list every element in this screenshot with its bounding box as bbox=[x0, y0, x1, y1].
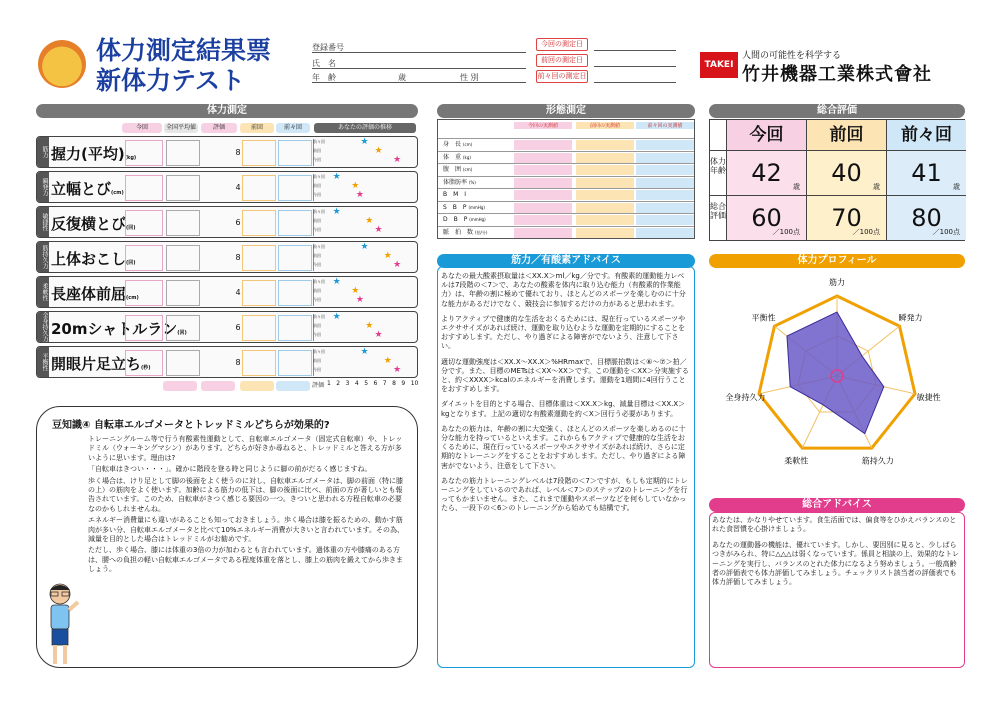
morph-row-label: 身 長 (cm) bbox=[443, 141, 473, 148]
advice-section-title: 筋力／有酸素アドバイス bbox=[437, 254, 695, 268]
morph-prev2-value bbox=[636, 190, 694, 200]
trend-star-icon: ★ bbox=[365, 216, 374, 226]
graph-row-label: 今回 bbox=[313, 367, 321, 372]
advice-paragraph: あなたの筋力トレーニングレベルは7段階の＜7＞ですが、もしも定期的にトレーニングをしているのであれば、レベル＜7＞のステップ2のトレーニングを行ってもかまいません。また、これまで運動やスポーツなどを何もしていなかったら、一段下の＜6＞のトレーニングから始めても結構です。 bbox=[441, 476, 688, 513]
summary-table bbox=[709, 119, 965, 241]
graph-row-label: 前々回 bbox=[313, 174, 325, 179]
fitness-row bbox=[36, 136, 418, 168]
morph-prev-value bbox=[576, 178, 634, 188]
fitness-avg-value bbox=[166, 315, 200, 341]
fitness-current-value bbox=[125, 140, 163, 166]
radar-axis-label: 敏捷性 bbox=[916, 392, 941, 402]
trend-star-icon: ★ bbox=[355, 190, 364, 200]
morph-prev2-value bbox=[636, 203, 694, 213]
morph-prev2-value bbox=[636, 140, 694, 150]
fitness-score: 4 bbox=[235, 183, 241, 192]
graph-row-label: 前回 bbox=[313, 358, 321, 363]
trend-star-icon: ★ bbox=[383, 356, 392, 366]
fitness-category: 敏捷性 bbox=[37, 207, 49, 237]
summary-row-age-label: 体力年齢 bbox=[710, 150, 726, 195]
summary-row-score-label: 総合評価 bbox=[710, 195, 726, 241]
fitness-trend-graph bbox=[313, 244, 417, 271]
morph-row-label: D B P (mmHg) bbox=[443, 216, 486, 223]
graph-row-label: 今回 bbox=[313, 297, 321, 302]
fitness-avg-value bbox=[166, 245, 200, 271]
morph-current-value bbox=[514, 215, 572, 225]
fitness-prev2-value bbox=[278, 175, 312, 201]
axis-tick-label: 9 bbox=[401, 380, 406, 387]
fitness-col-score: 評価 bbox=[201, 123, 237, 133]
morph-prev-value bbox=[576, 203, 634, 213]
morph-col-current: 今回の実測値 bbox=[514, 122, 572, 129]
reg-no-label: 登録番号 bbox=[312, 43, 344, 52]
fitness-prev2-value bbox=[278, 245, 312, 271]
morph-prev2-value bbox=[636, 215, 694, 225]
morph-row bbox=[438, 226, 694, 239]
morph-table bbox=[437, 119, 695, 239]
score-prev: 70 ／100点 bbox=[806, 195, 886, 240]
fitness-prev-value bbox=[242, 245, 276, 271]
fitness-prev-value bbox=[242, 175, 276, 201]
fitness-col-current: 今回 bbox=[122, 123, 162, 133]
fitness-row bbox=[36, 171, 418, 203]
fitness-score: 8 bbox=[235, 253, 241, 262]
axis-tick-label: 4 bbox=[354, 380, 359, 387]
fitness-category: 全身持久力 bbox=[37, 312, 49, 342]
morph-row-label: B M I bbox=[443, 191, 467, 198]
morph-row-label: 体 重 (kg) bbox=[443, 153, 471, 161]
fitness-prev2-value bbox=[278, 315, 312, 341]
fitness-row bbox=[36, 346, 418, 378]
fitness-trend-graph bbox=[313, 174, 417, 201]
company-slogan: 人間の可能性を科学する bbox=[742, 51, 842, 61]
fitness-prev-value bbox=[242, 350, 276, 376]
advice-paragraph: 適切な運動強度は＜XX.X～XX.X＞%HRmaxで、目標脈拍数は＜⑥～⑦＞拍／分です。また、目標のMETsは＜XX～XX＞です。この運動を＜XX＞分実施すると、約＜XXXX＞kcalのエネルギーを消費します。運動を1週間に4回行うことをおすすめします。 bbox=[441, 357, 689, 394]
fitness-prev-value bbox=[242, 140, 276, 166]
fitness-trend-graph bbox=[313, 349, 417, 376]
trend-star-icon: ★ bbox=[365, 321, 374, 331]
fitness-row bbox=[36, 206, 418, 238]
morph-prev-value bbox=[576, 140, 634, 150]
fitness-avg-value bbox=[166, 210, 200, 236]
overall-advice-paragraph: あなたの運動器の機能は、優れています。しかし、要因別に見ると、少しばらつきがみられ、特に△△△は弱くなっています。係員と相談の上、効果的なトレーニングを実行し、バランスのとれた体力になるよう努めましょう。一般高齢者の評価表でも体力評価してみましょう。チェックリスト該当者の評価表でも体力評価してみましょう。 bbox=[712, 540, 960, 587]
morph-prev-value bbox=[576, 153, 634, 163]
trend-star-icon: ★ bbox=[374, 330, 383, 340]
fitness-current-value bbox=[125, 210, 163, 236]
fitness-avg-value bbox=[166, 175, 200, 201]
morph-row-label: 腹 囲 (cm) bbox=[443, 166, 473, 173]
morph-current-value bbox=[514, 153, 572, 163]
summary-section-title: 総合評価 bbox=[709, 104, 965, 118]
date-current-label: 今回の測定日 bbox=[536, 38, 588, 51]
logo-mark bbox=[38, 40, 86, 88]
morph-current-value bbox=[514, 190, 572, 200]
tips-paragraph: エネルギー消費量にも違いがあることも知っておきましょう。歩く場合は膝を振るための、動かす筋肉が多い分、自転車エルゴメータと比べて10%エネルギー消費が大きいと言われています。その為、減量を目的とした場合はトレッドミルがお勧めです。 bbox=[88, 516, 404, 544]
radar-axis-label: 柔軟性 bbox=[784, 456, 809, 466]
fitness-trend-graph bbox=[313, 139, 417, 166]
fitness-col-graph: あなたの評価の推移 bbox=[314, 123, 416, 133]
fitness-row bbox=[36, 276, 418, 308]
graph-row-label: 前々回 bbox=[313, 279, 325, 284]
age-label: 年 齢 bbox=[312, 73, 336, 82]
axis-tick-label: 2 bbox=[336, 380, 341, 387]
graph-row-label: 前々回 bbox=[313, 139, 325, 144]
morph-row bbox=[438, 151, 694, 164]
trend-star-icon: ★ bbox=[332, 207, 341, 217]
radar-axis-label: 筋持久力 bbox=[861, 456, 894, 466]
graph-row-label: 前々回 bbox=[313, 209, 325, 214]
morph-prev2-value bbox=[636, 153, 694, 163]
fitness-prev2-value bbox=[278, 140, 312, 166]
trend-star-icon: ★ bbox=[332, 312, 341, 322]
morph-prev-value bbox=[576, 215, 634, 225]
advice-paragraph: よりアクティブで健康的な生活をおくるためには、現在行っているスポーツやエクササイズがあれば続け、運動を取り込むような運動を定期的にすることをおすすめします。ただし、やり過ぎによる障害がでないよう、注意して下さい。 bbox=[441, 314, 686, 351]
fitness-item-name: 立幅とび(cm) bbox=[51, 180, 124, 198]
axis-tick-label: 10 bbox=[410, 380, 419, 387]
advice-paragraph: あなたの筋力は、年齢の割に大変強く、ほとんどのスポーツを楽しめるのに十分な能力を持っているといえます。これからもアクティブで健康的な生活をおくるために、現在行っているスポーツやエクササイズがあれば続け、さらに定期的なトレーニングをすることをおすすめします。ただし、やり過ぎによる障害がでないよう、注意をして下さい。 bbox=[441, 424, 686, 470]
axis-tick-label: 1 bbox=[327, 380, 331, 387]
tips-paragraph: 歩く場合は、けり足として脚の後面をよく使うのに対し、自転車エルゴメータは、脚の前面（特に膝の上）の筋肉をよく使います。加齢による筋力の低下は、脚の後面に比べ、前面の方が著しいとも報告されています。このため、自転車がきつく感じる要因の一つ。きついと思われる方程自転車の必要なのかもしれませんね。 bbox=[88, 476, 403, 513]
fitness-category: 瞬発力 bbox=[37, 172, 49, 202]
graph-row-label: 前回 bbox=[313, 288, 321, 293]
morph-current-value bbox=[514, 165, 572, 175]
axis-tick-label: 6 bbox=[373, 380, 378, 387]
morph-row bbox=[438, 163, 694, 176]
graph-row-label: 今回 bbox=[313, 227, 321, 232]
morph-current-value bbox=[514, 228, 572, 238]
morph-row bbox=[438, 138, 694, 151]
fitness-col-prev: 前回 bbox=[240, 123, 274, 133]
fitness-row bbox=[36, 311, 418, 343]
name-label: 氏 名 bbox=[312, 59, 336, 68]
fitness-score: 6 bbox=[235, 323, 241, 332]
radar-axis-label: 全身持久力 bbox=[725, 392, 766, 402]
page-title: 体力測定結果票 新体力テスト bbox=[96, 36, 272, 95]
age-prev: 40 歳 bbox=[806, 150, 886, 195]
trend-star-icon: ★ bbox=[374, 146, 383, 156]
morph-prev-value bbox=[576, 190, 634, 200]
fitness-prev-value bbox=[242, 280, 276, 306]
advice-text bbox=[441, 272, 691, 520]
fitness-score: 8 bbox=[235, 148, 241, 157]
trend-star-icon: ★ bbox=[383, 251, 392, 261]
graph-row-label: 今回 bbox=[313, 332, 321, 337]
graph-row-label: 今回 bbox=[313, 192, 321, 197]
trend-star-icon: ★ bbox=[332, 172, 341, 182]
graph-row-label: 前々回 bbox=[313, 349, 325, 354]
overall-advice-paragraph: あなたは、かなりやせています。食生活面では、偏食等をひかえバランスのとれた食習慣を心掛けましょう。 bbox=[712, 516, 957, 534]
trend-star-icon: ★ bbox=[360, 137, 369, 147]
trend-star-icon: ★ bbox=[332, 277, 341, 287]
morph-row bbox=[438, 213, 694, 226]
date-prev2-label: 前々回の測定日 bbox=[536, 70, 588, 83]
morph-row bbox=[438, 176, 694, 189]
fitness-item-name: 上体おこし(回) bbox=[51, 250, 136, 268]
fitness-category: 筋持久力 bbox=[37, 242, 49, 272]
advice-paragraph: あなたの最大酸素摂取量は＜XX.X＞ml／kg／分です。有酸素的運動能力レベルは7段階の＜7＞で、あなたの酸素を体内に取り込む能力（有酸素的作業能力）は、年齢の割に極めて優れており、ほとんどのスポーツを楽しむのに十分な能力があるだけでなく、競技会に参加するだけの力があると思われます。 bbox=[441, 272, 686, 308]
morph-section-title: 形態測定 bbox=[437, 104, 695, 118]
fitness-col-avg: 全国平均値 bbox=[165, 124, 196, 131]
fitness-avg-value bbox=[166, 140, 200, 166]
profile-section-title: 体力プロフィール bbox=[709, 254, 965, 268]
morph-prev-value bbox=[576, 228, 634, 238]
fitness-trend-graph bbox=[313, 279, 417, 306]
fitness-category: 筋力 bbox=[37, 137, 49, 167]
graph-row-label: 今回 bbox=[313, 157, 321, 162]
trend-star-icon: ★ bbox=[355, 295, 364, 305]
morph-current-value bbox=[514, 140, 572, 150]
fitness-item-name: 長座体前屈(cm) bbox=[51, 285, 139, 303]
graph-axis-label: 評価 bbox=[312, 382, 325, 389]
graph-row-label: 前回 bbox=[313, 148, 321, 153]
overall-advice-title: 総合アドバイス bbox=[709, 498, 965, 512]
morph-row bbox=[438, 188, 694, 201]
tips-paragraph: トレーニングルーム等で行う有酸素性運動として、自転車エルゴメータ（固定式自転車）や、トレッドミル（ウォーキングマシン）があります。どちらが好きか尋ねると、トレッドミルと答える方が多いように思います。理由は? bbox=[88, 435, 403, 462]
axis-tick-label: 5 bbox=[364, 380, 369, 387]
tips-paragraph: ただし、歩く場合、膝には体重の3倍の力が加わるとも言われています。過体重の方や膝痛のある方は、腰への負担の軽い自転車エルゴメータである程度体重を落とし、膝上の筋肉を鍛えてから歩きましょう。 bbox=[88, 546, 403, 574]
morph-prev2-value bbox=[636, 228, 694, 238]
morph-row-label: 脈 拍 数 (拍/分) bbox=[443, 228, 488, 236]
morph-prev-value bbox=[576, 165, 634, 175]
fitness-item-name: 握力(平均)(kg) bbox=[51, 145, 137, 163]
fitness-current-value bbox=[125, 315, 163, 341]
tips-paragraph: 「自転車はきつい・・・」。確かに階段を登る時と同じように脚の前がだるく感じますね。 bbox=[88, 465, 372, 474]
fitness-item-name: 20mシャトルラン(回) bbox=[51, 320, 187, 338]
gender-label: 性 別 bbox=[460, 73, 479, 82]
fitness-trend-graph bbox=[313, 314, 417, 341]
graph-row-label: 前々回 bbox=[313, 244, 325, 249]
fitness-item-name: 反復横とび(回) bbox=[51, 215, 136, 233]
axis-tick-label: 7 bbox=[382, 380, 387, 387]
fitness-score: 8 bbox=[235, 358, 241, 367]
morph-col-prev2: 前々回の実測値 bbox=[636, 122, 694, 129]
age-prev2: 41 歳 bbox=[886, 150, 966, 195]
fitness-item-name: 開眼片足立ち(秒) bbox=[51, 355, 151, 373]
score-current: 60 ／100点 bbox=[726, 195, 806, 240]
age-current: 42 歳 bbox=[726, 150, 806, 195]
axis-tick-label: 8 bbox=[392, 380, 396, 387]
mascot-illustration bbox=[40, 580, 80, 666]
fitness-current-value bbox=[125, 245, 163, 271]
fitness-current-value bbox=[125, 175, 163, 201]
morph-col-prev: 前回の実測値 bbox=[576, 122, 634, 129]
trend-star-icon: ★ bbox=[393, 260, 402, 270]
radar-axis-label: 瞬発力 bbox=[898, 313, 923, 323]
graph-row-label: 前回 bbox=[313, 323, 321, 328]
fitness-section-title: 体力測定 bbox=[36, 104, 418, 118]
fitness-prev2-value bbox=[278, 210, 312, 236]
fitness-row bbox=[36, 241, 418, 273]
graph-row-label: 前々回 bbox=[313, 314, 325, 319]
fitness-prev2-value bbox=[278, 350, 312, 376]
age-unit: 歳 bbox=[398, 73, 406, 82]
morph-current-value bbox=[514, 178, 572, 188]
company-name: 竹井機器工業株式會社 bbox=[742, 64, 932, 85]
profile-radar-chart bbox=[709, 268, 965, 488]
graph-row-label: 前回 bbox=[313, 183, 321, 188]
fitness-score: 6 bbox=[235, 218, 241, 227]
fitness-category: 平衡性 bbox=[37, 347, 49, 377]
tips-body bbox=[88, 435, 406, 577]
morph-row-label: 体脂肪率 (%) bbox=[443, 178, 476, 186]
radar-data-polygon bbox=[787, 312, 884, 434]
trend-star-icon: ★ bbox=[351, 286, 360, 296]
trend-star-icon: ★ bbox=[374, 225, 383, 235]
fitness-score: 4 bbox=[235, 288, 241, 297]
overall-advice-text bbox=[712, 516, 962, 594]
fitness-prev-value bbox=[242, 315, 276, 341]
trend-star-icon: ★ bbox=[393, 365, 402, 375]
date-prev-label: 前回の測定日 bbox=[536, 54, 588, 67]
score-prev2: 80 ／100点 bbox=[886, 195, 966, 240]
trend-star-icon: ★ bbox=[351, 181, 360, 191]
fitness-col-prev2: 前々回 bbox=[276, 123, 310, 133]
morph-row bbox=[438, 201, 694, 214]
summary-col-prev: 前回 bbox=[806, 120, 886, 150]
fitness-category: 柔軟性 bbox=[37, 277, 49, 307]
fitness-current-value bbox=[125, 350, 163, 376]
morph-prev2-value bbox=[636, 165, 694, 175]
advice-paragraph: ダイエットを目的とする場合、目標体重は＜XX.X＞kg、減量目標は＜XX.X＞kgとなります。上記の適切な有酸素運動を約＜X＞回行う必要があります。 bbox=[441, 400, 686, 418]
morph-prev2-value bbox=[636, 178, 694, 188]
trend-star-icon: ★ bbox=[360, 242, 369, 252]
graph-row-label: 今回 bbox=[313, 262, 321, 267]
tips-title: 豆知識④ 自転車エルゴメータとトレッドミルどちらが効果的? bbox=[52, 420, 330, 431]
trend-star-icon: ★ bbox=[393, 155, 402, 165]
trend-star-icon: ★ bbox=[360, 347, 369, 357]
graph-row-label: 前回 bbox=[313, 218, 321, 223]
fitness-avg-value bbox=[166, 280, 200, 306]
morph-current-value bbox=[514, 203, 572, 213]
fitness-prev2-value bbox=[278, 280, 312, 306]
morph-row-label: S B P (mmHg) bbox=[443, 203, 485, 211]
fitness-prev-value bbox=[242, 210, 276, 236]
fitness-current-value bbox=[125, 280, 163, 306]
summary-col-prev2: 前々回 bbox=[886, 120, 966, 150]
radar-axis-label: 平衡性 bbox=[751, 313, 776, 323]
company-logo: TAKEI bbox=[700, 52, 738, 78]
summary-col-current: 今回 bbox=[726, 120, 806, 150]
fitness-trend-graph bbox=[313, 209, 417, 236]
fitness-avg-value bbox=[166, 350, 200, 376]
radar-axis-label: 筋力 bbox=[829, 278, 845, 287]
graph-row-label: 前回 bbox=[313, 253, 321, 258]
axis-tick-label: 3 bbox=[345, 380, 350, 387]
